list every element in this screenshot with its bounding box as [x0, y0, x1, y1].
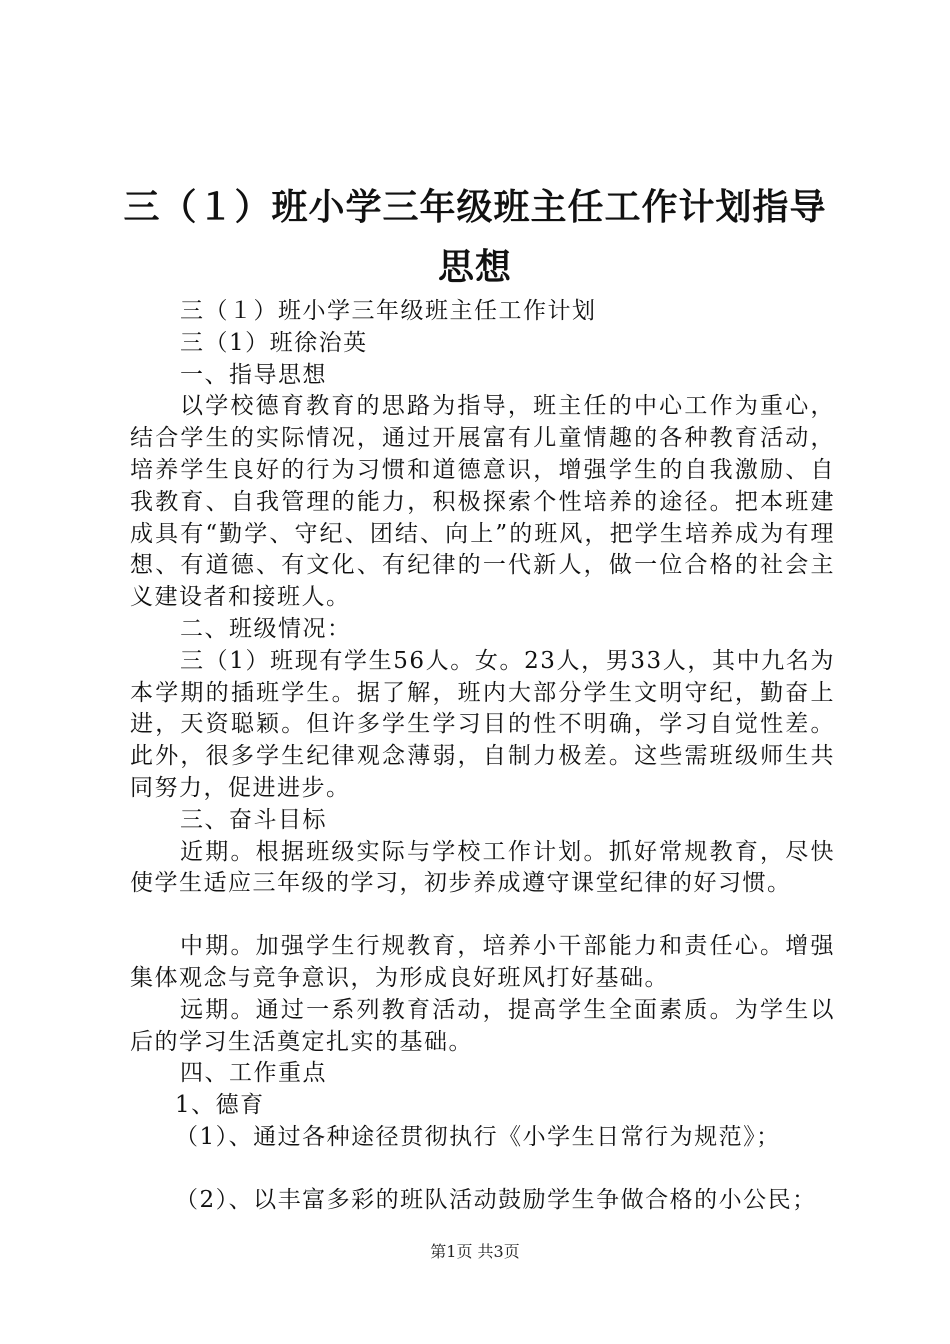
- heading-moral-education: 1、德育: [175, 1092, 265, 1119]
- paragraph-short-term-goal: 近期。根据班级实际与学校工作计划。抓好常规教育，尽快使学生适应三年级的学习，初步养成遵守课堂纪律的好习惯。: [130, 838, 835, 897]
- list-item-1: （1）、通过各种途径贯彻执行《小学生日常行为规范》；: [175, 1123, 781, 1150]
- paragraph-guiding-ideology: 以学校德育教育的思路为指导，班主任的中心工作为重心，结合学生的实际情况，通过开展富有儿童情趣的各种教育活动，培养学生良好的行为习惯和道德意识，增强学生的自我激励、自我教育、自我管理的能力，积极探索个性培养的途径。把本班建成具有“勤学、守纪、团结、向上”的班风，把学生培养成为有理想、有道德、有文化、有纪律的一代新人，做一位合格的社会主义建设者和接班人。: [130, 393, 835, 611]
- paragraph-author: 三（1）班徐治英: [180, 329, 368, 356]
- paragraph-subtitle: 三（１）班小学三年级班主任工作计划: [180, 298, 597, 324]
- heading-goals: 三、奋斗目标: [180, 806, 327, 833]
- document-title: 三（１）班小学三年级班主任工作计划指导思想: [123, 187, 827, 288]
- list-item-2: （2）、以丰富多彩的班队活动鼓励学生争做合格的小公民；: [175, 1186, 817, 1213]
- heading-guiding-ideology: 一、指导思想: [180, 361, 327, 388]
- document-body: [130, 296, 835, 1217]
- paragraph-long-term-goal: 远期。通过一系列教育活动，提高学生全面素质。为学生以后的学习生活奠定扎实的基础。: [130, 996, 835, 1055]
- paragraph-class-situation: 三（1）班现有学生56人。女。23人，男33人，其中九名为本学期的插班学生。据了解，班内大部分学生文明守纪，勤奋上进，天资聪颖。但许多学生学习目的性不明确，学习自觉性差。此外，很多学生纪律观念薄弱，自制力极差。这些需班级师生共同努力，促进进步。: [130, 647, 835, 801]
- page-footer: 第1页 共3页: [430, 1242, 520, 1261]
- paragraph-mid-term-goal: 中期。加强学生行规教育，培养小干部能力和责任心。增强集体观念与竞争意识，为形成良好班风打好基础。: [130, 933, 835, 991]
- heading-class-situation: 二、班级情况：: [180, 615, 352, 642]
- heading-work-focus: 四、工作重点: [180, 1060, 327, 1087]
